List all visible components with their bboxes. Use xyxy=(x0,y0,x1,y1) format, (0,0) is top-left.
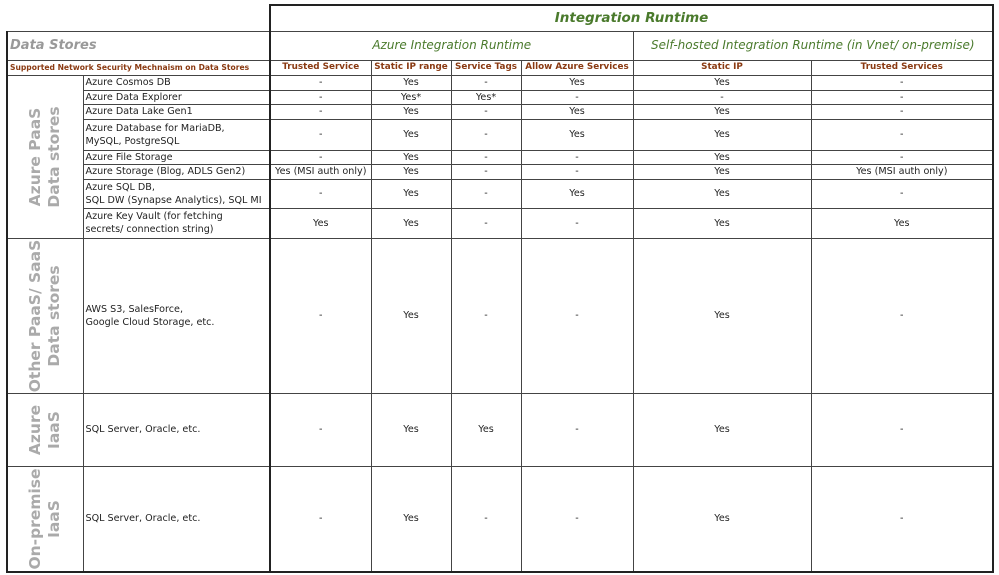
table-row xyxy=(7,164,993,179)
cell-static-ip-range: Yes xyxy=(371,164,451,179)
data-store-name: Azure Data Explorer xyxy=(83,90,270,104)
cell-trusted-services: - xyxy=(811,393,993,466)
cell-allow-azure-services: - xyxy=(521,90,633,104)
data-store-name: Azure Database for MariaDB, MySQL, PostgreSQL xyxy=(83,119,270,150)
data-store-name: Azure Data Lake Gen1 xyxy=(83,104,270,119)
cell-trusted-services: Yes xyxy=(811,208,993,238)
col-trusted-service: Trusted Service xyxy=(270,60,371,75)
cell-allow-azure-services: Yes xyxy=(521,179,633,208)
cell-allow-azure-services: - xyxy=(521,238,633,393)
data-store-name: Azure SQL DB, SQL DW (Synapse Analytics), SQL MI xyxy=(83,179,270,208)
col-allow-azure-services: Allow Azure Services xyxy=(521,60,633,75)
section-label-cell xyxy=(7,75,83,238)
section-label-line: Azure PaaS xyxy=(26,107,45,206)
cell-static-ip-range: Yes xyxy=(371,238,451,393)
table-row xyxy=(7,90,993,104)
cell-static-ip-range: Yes xyxy=(371,179,451,208)
cell-static-ip: Yes xyxy=(633,179,811,208)
cell-allow-azure-services: Yes xyxy=(521,119,633,150)
data-store-name: SQL Server, Oracle, etc. xyxy=(83,393,270,466)
header-blank-cell xyxy=(7,5,270,31)
section-label-line: IaaS xyxy=(45,499,64,538)
table-row xyxy=(7,208,993,238)
cell-trusted-services: - xyxy=(811,104,993,119)
cell-static-ip-range: Yes xyxy=(371,393,451,466)
cell-static-ip: Yes xyxy=(633,119,811,150)
cell-static-ip-range: Yes xyxy=(371,104,451,119)
cell-service-tags: - xyxy=(451,179,521,208)
cell-allow-azure-services: - xyxy=(521,208,633,238)
cell-static-ip: - xyxy=(633,90,811,104)
cell-trusted-service: - xyxy=(270,238,371,393)
cell-static-ip: Yes xyxy=(633,150,811,164)
cell-service-tags: - xyxy=(451,238,521,393)
col-service-tags: Service Tags xyxy=(451,60,521,75)
cell-trusted-service: Yes xyxy=(270,208,371,238)
section-label-cell xyxy=(7,238,83,393)
table-row xyxy=(7,75,993,90)
data-store-name: Azure File Storage xyxy=(83,150,270,164)
cell-allow-azure-services: Yes xyxy=(521,104,633,119)
cell-trusted-services: - xyxy=(811,150,993,164)
section-label-line: Other PaaS/ SaaS xyxy=(26,239,45,392)
section-label-line: On-premise xyxy=(26,468,45,570)
data-stores-title: Data Stores xyxy=(7,31,270,60)
cell-trusted-services: - xyxy=(811,90,993,104)
table-row xyxy=(7,104,993,119)
cell-trusted-service: - xyxy=(270,150,371,164)
cell-service-tags: - xyxy=(451,119,521,150)
cell-static-ip-range: Yes xyxy=(371,119,451,150)
cell-service-tags: - xyxy=(451,208,521,238)
self-hosted-ir-header: Self-hosted Integration Runtime (in Vnet/ on-premise) xyxy=(633,31,993,60)
data-store-name: Azure Key Vault (for fetching secrets/ connection string) xyxy=(83,208,270,238)
col-static-ip-range: Static IP range xyxy=(371,60,451,75)
table-row xyxy=(7,238,993,393)
section-label-cell xyxy=(7,393,83,466)
supported-mechanism-label: Supported Network Security Mechnaism on Data Stores xyxy=(7,60,270,75)
cell-service-tags: - xyxy=(451,164,521,179)
cell-trusted-service: - xyxy=(270,75,371,90)
cell-service-tags: - xyxy=(451,104,521,119)
section-label-cell xyxy=(7,466,83,572)
section-label xyxy=(26,239,64,392)
section-label-line: IaaS xyxy=(45,410,64,449)
cell-static-ip-range: Yes xyxy=(371,150,451,164)
cell-allow-azure-services: Yes xyxy=(521,75,633,90)
cell-trusted-services: - xyxy=(811,238,993,393)
network-security-table-container xyxy=(6,4,994,573)
cell-static-ip: Yes xyxy=(633,104,811,119)
section-label xyxy=(26,404,64,454)
header-row-1 xyxy=(7,5,993,31)
cell-trusted-services: - xyxy=(811,75,993,90)
table-row xyxy=(7,179,993,208)
data-store-name: Azure Storage (Blog, ADLS Gen2) xyxy=(83,164,270,179)
cell-trusted-service: - xyxy=(270,119,371,150)
data-store-name: Azure Cosmos DB xyxy=(83,75,270,90)
section-label xyxy=(26,468,64,569)
cell-trusted-service: - xyxy=(270,393,371,466)
cell-trusted-service: Yes (MSI auth only) xyxy=(270,164,371,179)
cell-trusted-services: - xyxy=(811,466,993,572)
cell-trusted-services: - xyxy=(811,119,993,150)
table-row xyxy=(7,119,993,150)
col-static-ip: Static IP xyxy=(633,60,811,75)
cell-static-ip: Yes xyxy=(633,75,811,90)
header-row-3 xyxy=(7,60,993,75)
cell-trusted-service: - xyxy=(270,466,371,572)
cell-static-ip: Yes xyxy=(633,238,811,393)
section-label xyxy=(26,106,64,207)
cell-static-ip: Yes xyxy=(633,208,811,238)
cell-allow-azure-services: - xyxy=(521,466,633,572)
col-trusted-services: Trusted Services xyxy=(811,60,993,75)
cell-trusted-service: - xyxy=(270,90,371,104)
section-label-line: Data stores xyxy=(45,264,64,367)
cell-service-tags: - xyxy=(451,466,521,572)
cell-trusted-services: Yes (MSI auth only) xyxy=(811,164,993,179)
cell-static-ip-range: Yes* xyxy=(371,90,451,104)
data-store-name: SQL Server, Oracle, etc. xyxy=(83,466,270,572)
cell-service-tags: - xyxy=(451,75,521,90)
cell-static-ip: Yes xyxy=(633,466,811,572)
section-label-line: Data stores xyxy=(45,105,64,208)
header-row-2 xyxy=(7,31,993,60)
network-security-table xyxy=(6,4,994,573)
cell-service-tags: Yes* xyxy=(451,90,521,104)
table-row xyxy=(7,150,993,164)
cell-service-tags: Yes xyxy=(451,393,521,466)
cell-allow-azure-services: - xyxy=(521,164,633,179)
cell-static-ip-range: Yes xyxy=(371,208,451,238)
data-store-name: AWS S3, SalesForce, Google Cloud Storage, etc. xyxy=(83,238,270,393)
cell-allow-azure-services: - xyxy=(521,150,633,164)
cell-static-ip-range: Yes xyxy=(371,75,451,90)
integration-runtime-title: Integration Runtime xyxy=(270,5,993,31)
cell-allow-azure-services: - xyxy=(521,393,633,466)
cell-static-ip: Yes xyxy=(633,164,811,179)
cell-static-ip-range: Yes xyxy=(371,466,451,572)
cell-static-ip: Yes xyxy=(633,393,811,466)
table-row xyxy=(7,466,993,572)
cell-trusted-service: - xyxy=(270,179,371,208)
cell-trusted-service: - xyxy=(270,104,371,119)
azure-ir-header: Azure Integration Runtime xyxy=(270,31,633,60)
cell-service-tags: - xyxy=(451,150,521,164)
section-label-line: Azure xyxy=(26,404,45,455)
table-row xyxy=(7,393,993,466)
cell-trusted-services: - xyxy=(811,179,993,208)
